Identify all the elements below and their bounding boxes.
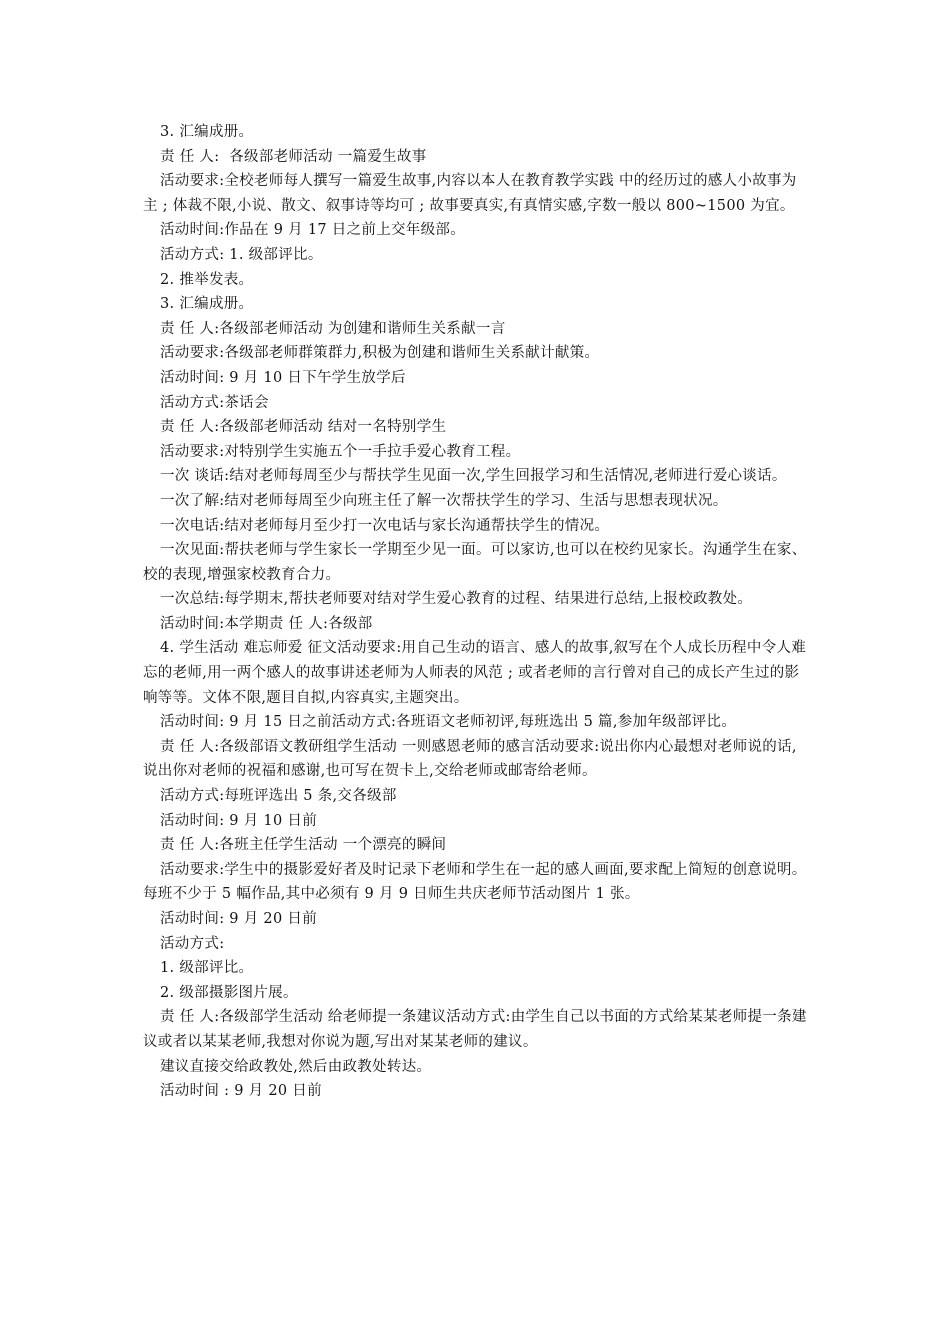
paragraph: 2. 级部摄影图片展。 (160, 984, 298, 1001)
paragraph: 一次了解:结对老师每周至少向班主任了解一次帮扶学生的学习、生活与思想表现状况。 (160, 492, 728, 509)
paragraph: 活动要求:全校老师每人撰写一篇爱生故事,内容以本人在教育教学实践 中的经历过的感人小故事为主 ; 体裁不限,小说、散文、叙事诗等均可 ; 故事要真实,有真情实感,字数一般以 800~1500 为宜。 (143, 173, 797, 214)
paragraph: 一次 谈话:结对老师每周至少与帮扶学生见面一次,学生回报学习和生活情况,老师进行爱心谈话。 (160, 468, 787, 485)
paragraph: 4. 学生活动 难忘师爱 征文活动要求:用自己生动的语言、感人的故事,叙写在个人成长历程中令人难忘的老师,用一两个感人的故事讲述老师为人师表的风范 ; 或者老师的言行曾对自己的成长产生过的影响等等。文体不限,题目自拟,内容真实,主题突出。 (143, 640, 807, 706)
paragraph: 活动时间:作品在 9 月 17 日之前上交年级部。 (160, 222, 465, 239)
paragraph: 活动要求:对特别学生实施五个一手拉手爱心教育工程。 (160, 443, 521, 460)
paragraph: 建议直接交给政教处,然后由政教处转达。 (160, 1058, 432, 1075)
paragraph: 活动时间: 9 月 10 日下午学生放学后 (160, 369, 406, 386)
paragraph: 活动要求:学生中的摄影爱好者及时记录下老师和学生在一起的感人画面,要求配上简短的创意说明。每班不少于 5 幅作品,其中必须有 9 月 9 日师生共庆老师节活动图片 1 张。 (143, 861, 807, 903)
paragraph: 2. 推举发表。 (160, 271, 254, 288)
paragraph: 活动方式:每班评选出 5 条,交各级部 (160, 788, 397, 805)
paragraph: 活动时间: 9 月 20 日前 (160, 911, 317, 927)
paragraph: 责 任 人: 各级部老师活动 一篇爱生故事 (160, 148, 427, 165)
paragraph: 一次总结:每学期末,帮扶老师要对结对学生爱心教育的过程、结果进行总结,上报校政教处。 (160, 591, 753, 608)
paragraph: 责 任 人:各级部学生活动 给老师提一条建议活动方式:由学生自己以书面的方式给某某老师提一条建议或者以某某老师,我想对你说为题,写出对某某老师的建议。 (143, 1009, 807, 1050)
paragraph: 一次见面:帮扶老师与学生家长一学期至少见一面。可以家访,也可以在校约见家长。沟通学生在家、校的表现,增强家校教育合力。 (143, 542, 807, 583)
paragraph: 活动方式: 1. 级部评比。 (160, 246, 323, 263)
paragraph: 活动时间: 9 月 15 日之前活动方式:各班语文老师初评,每班选出 5 篇,参加年级部评比。 (160, 714, 737, 731)
document-body (143, 120, 808, 1104)
paragraph: 一次电话:结对老师每月至少打一次电话与家长沟通帮扶学生的情况。 (160, 517, 610, 534)
paragraph: 活动要求:各级部老师群策群力,积极为创建和谐师生关系献计献策。 (160, 345, 600, 362)
paragraph: 活动时间:本学期责 任 人:各级部 (160, 615, 373, 632)
paragraph: 3. 汇编成册。 (160, 296, 254, 313)
paragraph: 活动时间 : 9 月 20 日前 (160, 1083, 322, 1100)
paragraph: 3. 汇编成册。 (160, 124, 254, 140)
paragraph: 活动时间: 9 月 10 日前 (160, 812, 317, 829)
paragraph: 责 任 人:各级部语文教研组学生活动 一则感恩老师的感言活动要求:说出你内心最想对老师说的话,说出你对老师的祝福和感谢,也可写在贺卡上,交给老师或邮寄给老师。 (143, 738, 797, 780)
paragraph: 责 任 人:各班主任学生活动 一个漂亮的瞬间 (160, 837, 447, 854)
paragraph: 责 任 人:各级部老师活动 为创建和谐师生关系献一言 (160, 320, 506, 337)
paragraph: 活动方式:茶话会 (160, 394, 269, 411)
paragraph: 活动方式: (160, 935, 225, 952)
paragraph: 责 任 人:各级部老师活动 结对一名特别学生 (160, 419, 447, 436)
paragraph: 1. 级部评比。 (160, 960, 254, 977)
